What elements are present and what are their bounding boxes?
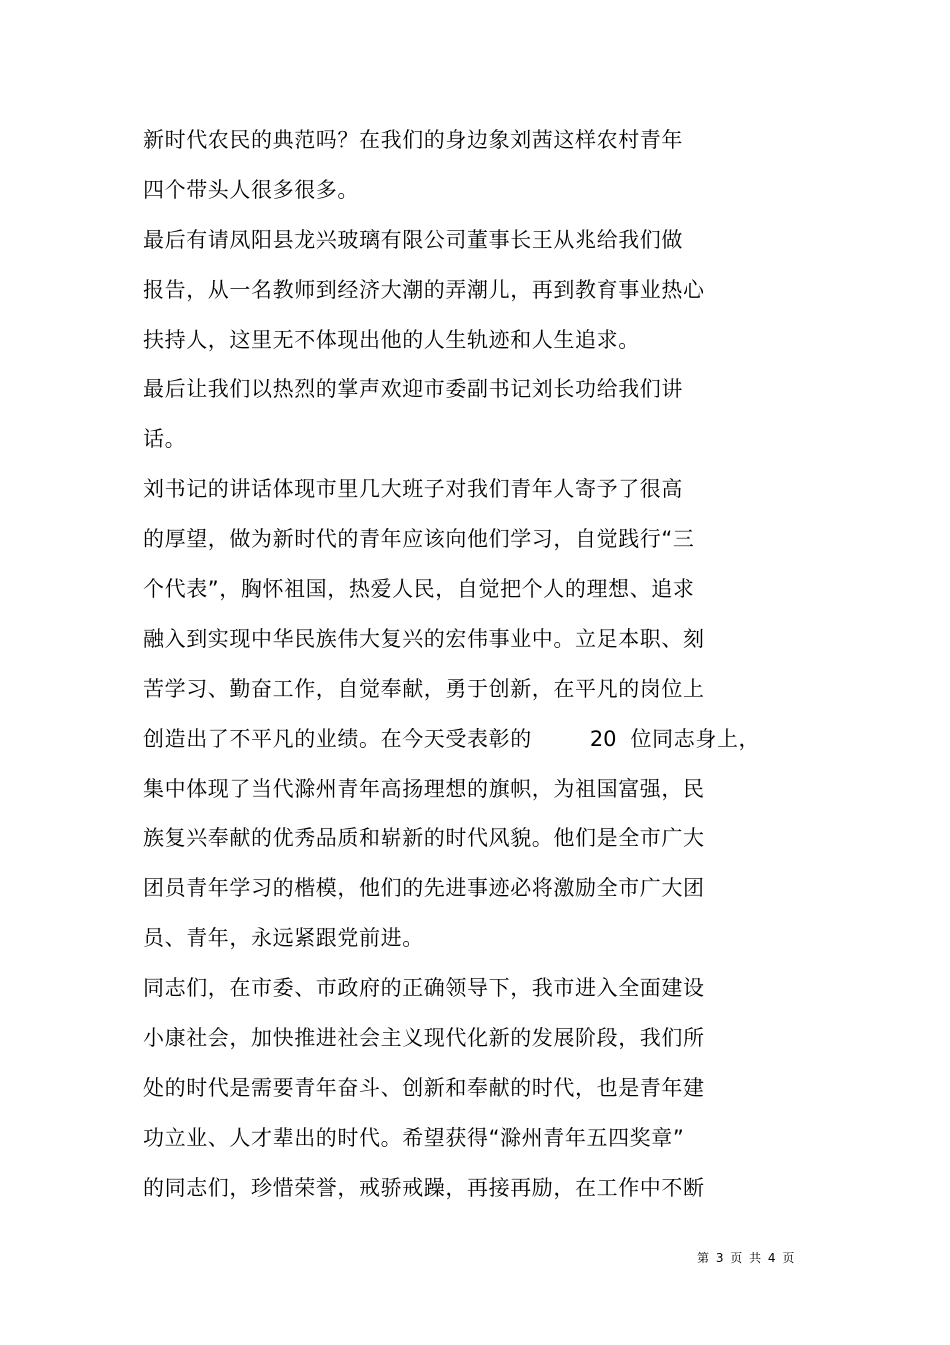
text-line: 扶持人，这里无不体现出他的人生轨迹和人生追求。 xyxy=(143,328,640,352)
text-line: 苦学习、勤奋工作，自觉奉献，勇于创新，在平凡的岗位上 xyxy=(143,677,705,701)
text-line: 话。 xyxy=(143,427,187,451)
text-line-head: 创造出了不平凡的业绩。在今天受表彰的 xyxy=(143,727,532,751)
text-line: 报告，从一名教师到经济大潮的弄潮儿，再到教育事业热心 xyxy=(143,278,705,302)
text-line-tail: 位同志身上， xyxy=(630,727,761,751)
page-footer: 第 3 页 共 4 页 xyxy=(697,1251,795,1265)
text-line: 融入到实现中华民族伟大复兴的宏伟事业中。立足本职、刻 xyxy=(143,627,705,651)
text-line: 个代表”，胸怀祖国，热爱人民，自觉把个人的理想、追求 xyxy=(143,577,695,601)
text-line: 员、青年，永远紧跟党前进。 xyxy=(143,926,424,950)
text-line: 同志们，在市委、市政府的正确领导下，我市进入全面建设 xyxy=(143,976,705,1000)
text-line: 的厚望，做为新时代的青年应该向他们学习，自觉践行“三 xyxy=(143,527,695,551)
text-line: 新时代农民的典范吗？在我们的身边象刘茜这样农村青年 xyxy=(143,128,683,152)
text-line: 最后让我们以热烈的掌声欢迎市委副书记刘长功给我们讲 xyxy=(143,377,683,401)
text-line: 的同志们，珍惜荣誉，戒骄戒躁，再接再励，在工作中不断 xyxy=(143,1176,705,1200)
text-line: 功立业、人才辈出的时代。希望获得“滁州青年五四奖章” xyxy=(143,1126,685,1150)
text-line: 团员青年学习的楷模，他们的先进事迹必将激励全市广大团 xyxy=(143,876,705,900)
number-twenty: 20 xyxy=(589,727,617,751)
text-line: 小康社会，加快推进社会主义现代化新的发展阶段，我们所 xyxy=(143,1026,705,1050)
text-line: 处的时代是需要青年奋斗、创新和奉献的时代，也是青年建 xyxy=(143,1076,705,1100)
text-line: 族复兴奉献的优秀品质和崭新的时代风貌。他们是全市广大 xyxy=(143,826,705,850)
text-line xyxy=(143,724,760,754)
text-line: 集中体现了当代滁州青年高扬理想的旗帜，为祖国富强，民 xyxy=(143,777,705,801)
text-line: 四个带头人很多很多。 xyxy=(143,178,359,202)
text-line: 最后有请凤阳县龙兴玻璃有限公司董事长王从兆给我们做 xyxy=(143,228,683,252)
text-line: 刘书记的讲话体现市里几大班子对我们青年人寄予了很高 xyxy=(143,477,683,501)
